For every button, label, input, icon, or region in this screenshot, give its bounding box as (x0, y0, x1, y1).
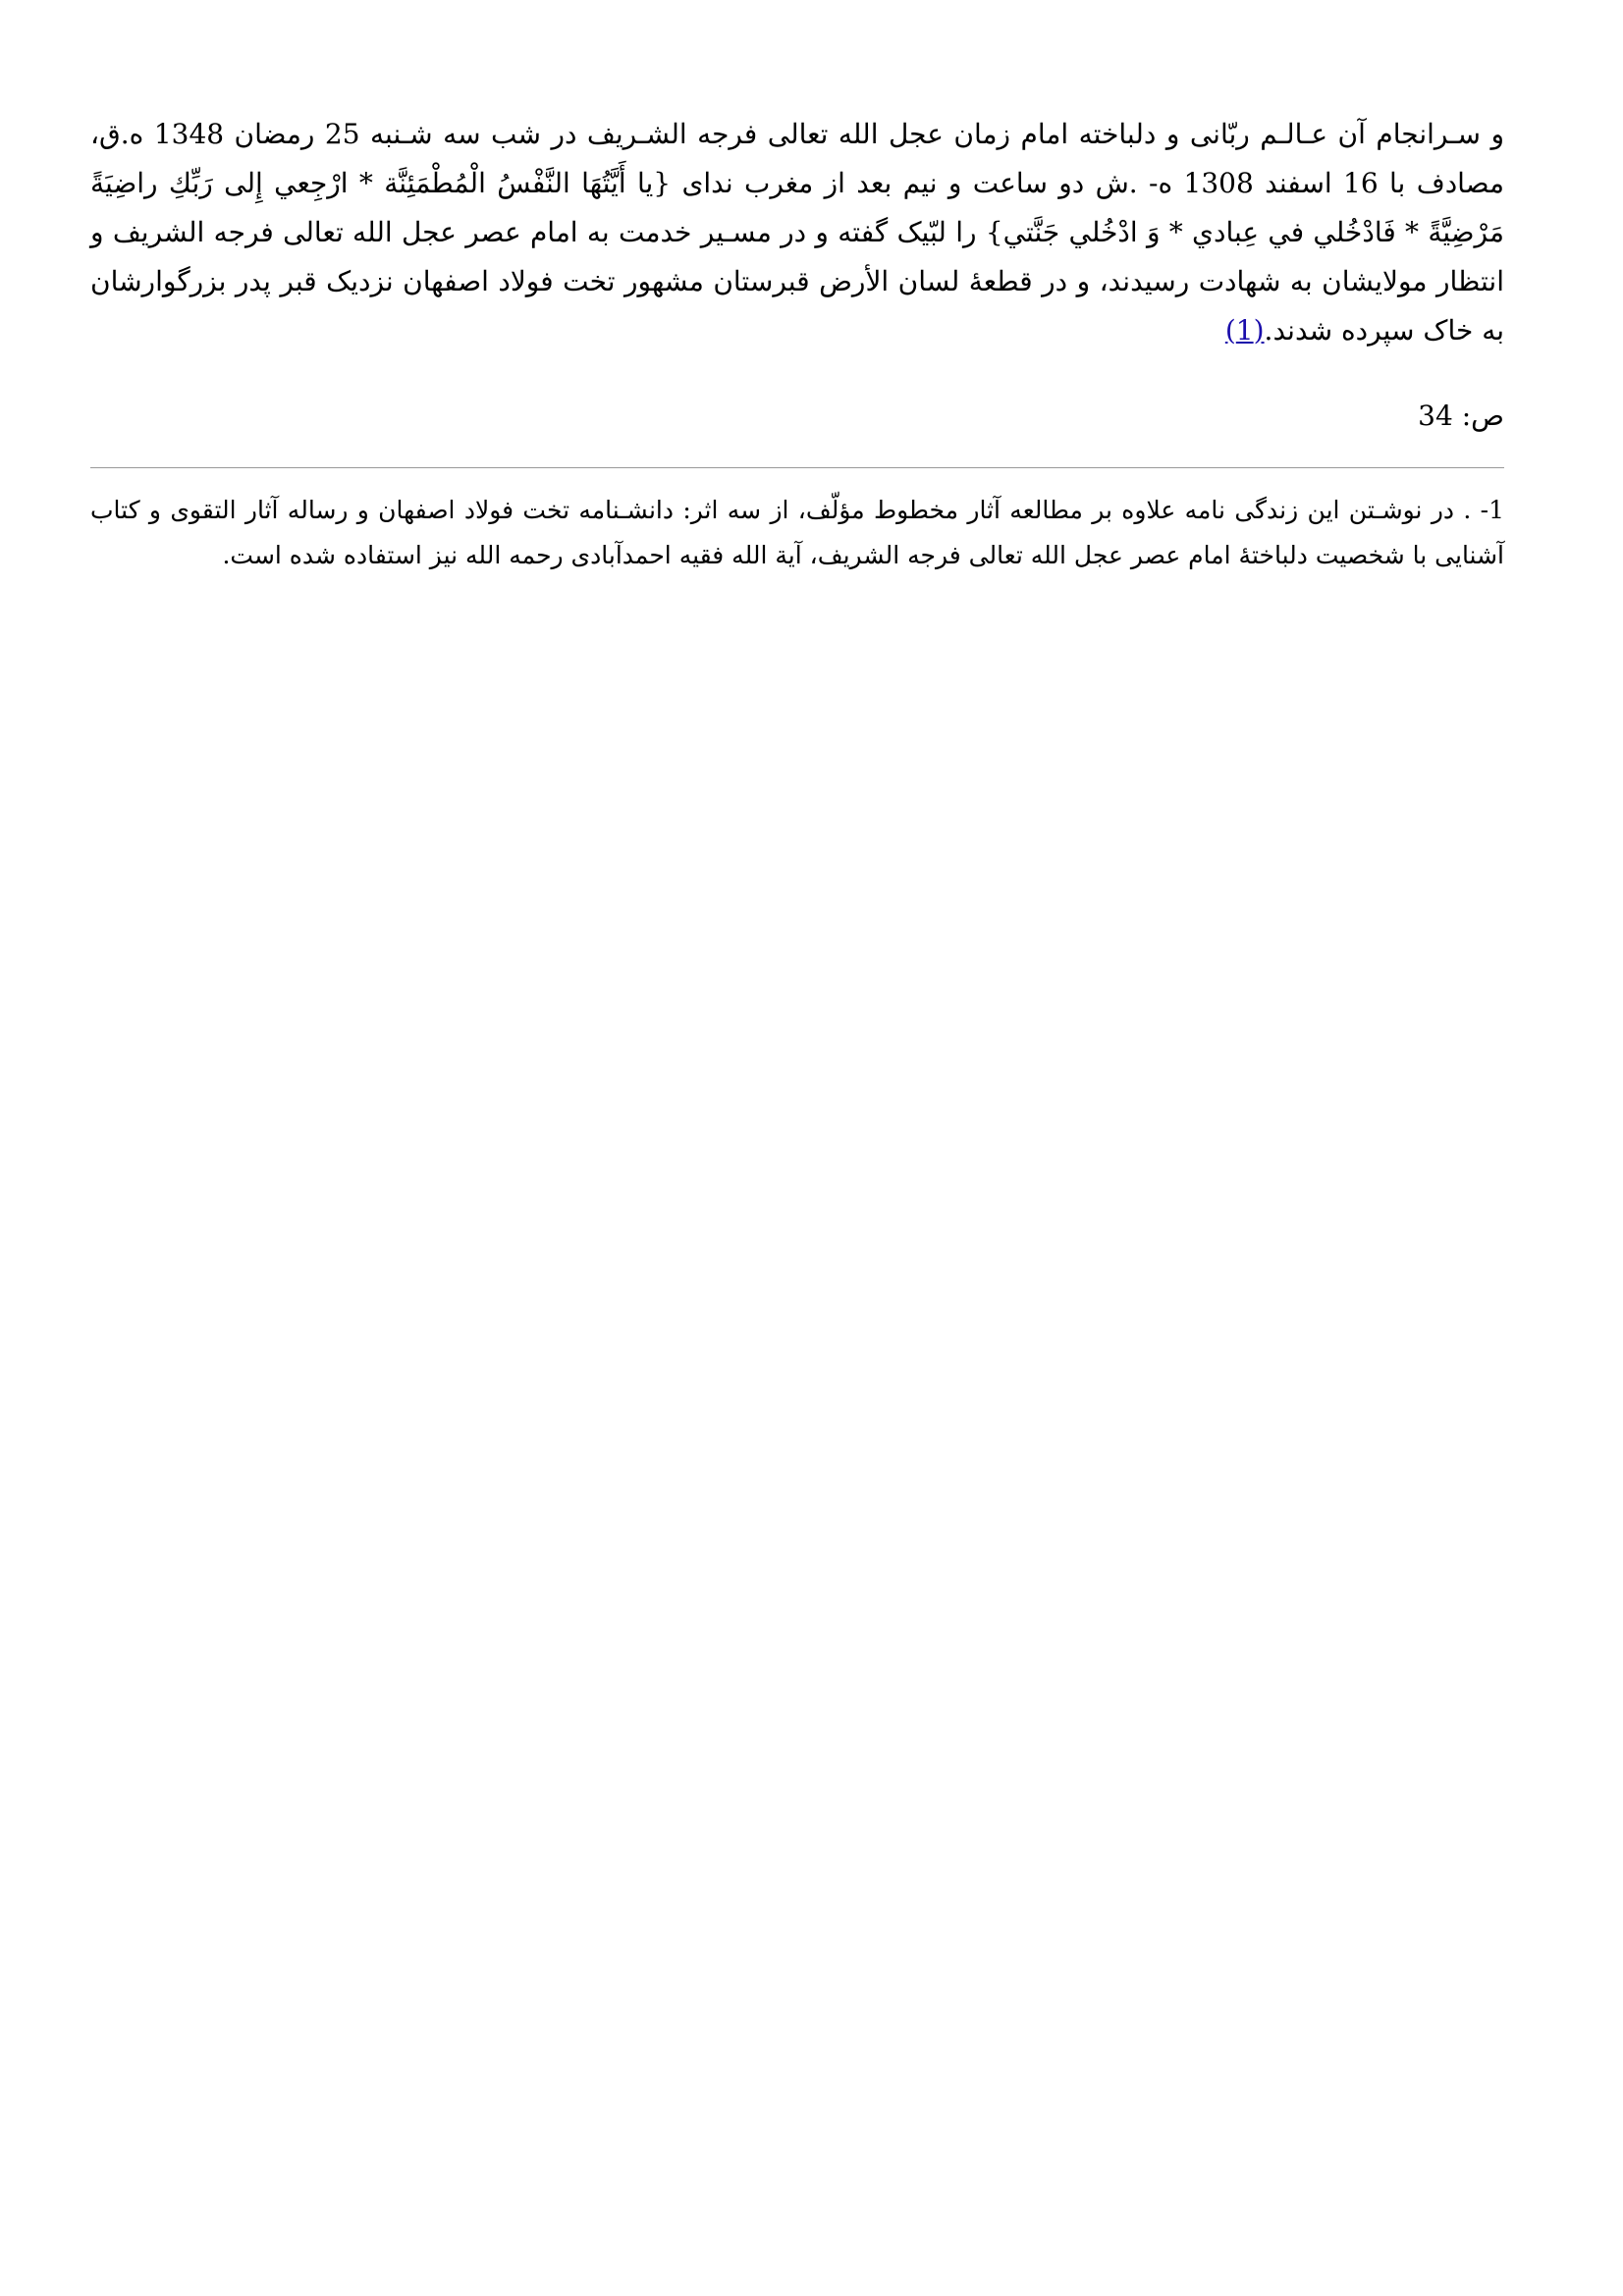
page-number: ص: 34 (1418, 400, 1504, 432)
footnote-reference-link[interactable]: (1) (1224, 314, 1265, 347)
footnote-divider (90, 467, 1504, 468)
footnote-1: 1- . در نوشـتن این زندگی نامه علاوه بر مطالعه آثار مخطوط مؤلّف، از سه اثر: دانشـنامه تخت فولاد اصفهان و رساله آثار التقوی و کتاب آشنایی با شخصیت دلباختهٔ امام عصر عجل الله تعالی فرجه الشریف، آیة الله فقیه احمدآبادی رحمه الله نیز استفاده شده است. (90, 496, 1504, 569)
document-page (90, 110, 1504, 603)
body-paragraph (90, 110, 1504, 355)
body-paragraph-text: و سـرانجام آن عـالـم ربّانی و دلباخته امام زمان عجل الله تعالی فرجه الشـریف در شب سه شـنبه 25 رمضان 1348 ه.ق، مصادف با 16 اسفند 1308 ه- .ش دو ساعت و نیم بعد از مغرب ندای {یا أَیَّتُهَا النَّفْسُ الْمُطْمَئِنَّة * ارْجِعي إِلى رَبِّكِ راضِیَةً مَرْضِیَّةً * فَادْخُلي في عِبادي * وَ ادْخُلي جَنَّتي} را لبّیک گفته و در مسـیر خدمت به امام عصر عجل الله تعالی فرجه الشریف و انتظار مولایشان به شهادت رسیدند، و در قطعهٔ لسان الأرض قبرستان مشهور تخت فولاد اصفهان نزدیک قبر پدر بزرگوارشان به خاک سپرده شدند. (90, 118, 1504, 347)
